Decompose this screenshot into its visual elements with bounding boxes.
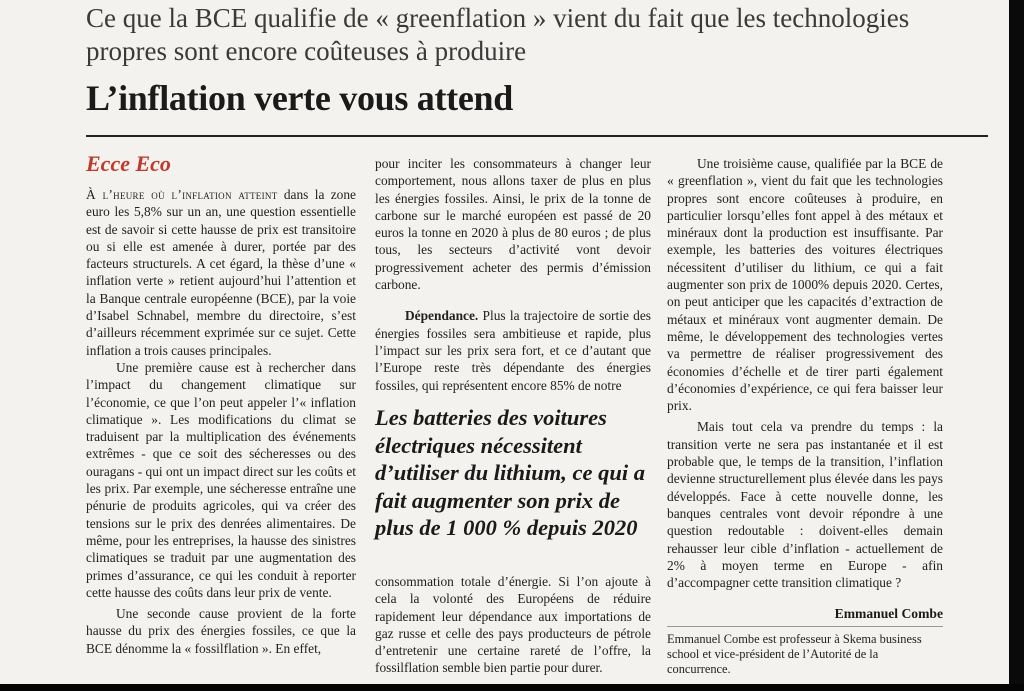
subhead: Dépendance.: [405, 308, 479, 324]
paragraph: Une seconde cause provient de la forte hausse du prix des énergies fossiles, ce que la BCE dénomme la « fossilflation ». En effet,: [86, 606, 356, 656]
paragraph-text: dans la zone euro les 5,8% sur un an, une question essentielle est de savoir si cette hausse de prix est transitoire ou si elle est amenée à durer, portée par des facteurs structurels. A cet égard, la thèse d’une « inflation verte » retient aujourd’hui l’attention et la Banque centrale européenne (BCE), par la voie d’Isabel Schnabel, membre du directoire, s’est d’ailleurs récemment exprimée sur ce sujet. Cette inflation a trois causes principales.: [86, 187, 357, 358]
lead-in: À l’heure où l’inflation atteint: [86, 187, 278, 202]
text-column-3: [667, 155, 943, 591]
column-rubric: Ecce Eco: [86, 151, 171, 176]
paragraph: consommation totale d’énergie. Si l’on ajoute à cela la volonté des Européens de réduire rapidement leur dépendance aux importations de gaz russe et celle des pays producteurs de pétrole d’entretenir une certaine rareté de l’offre, la fossilflation semble bien partie pour durer.: [375, 574, 651, 676]
author-bio: Emmanuel Combe est professeur à Skema business school et vice-président de l’Autorité de la concurrence.: [667, 632, 922, 676]
bio-divider: [667, 626, 943, 627]
paragraph: Mais tout cela va prendre du temps : la transition verte ne sera pas instantanée et il est probable que, le temps de la transition, l’inflation devienne structurellement plus élevée dans les pays développés. Face à cette nouvelle donne, les banques centrales vont devoir répondre à une question redoutable : doivent-elles demain rehausser leur cible d’inflation - actuellement de 2% à moyen terme en Europe - afin d’accompagner cette transition climatique ?: [667, 419, 943, 591]
paragraph: Une première cause est à rechercher dans l’impact du changement climatique sur l’économie, ce que l’on peut appeler l’« inflation climatique ». Les modifications du climat se traduisent par la multiplication des événements extrêmes - que ce soit des sécheresses ou des ouragans - qui ont un impact direct sur les coûts et les prix. Par exemple, une sécheresse entraîne une pénurie de produits agricoles, qui va créer des tensions sur le prix des denrées alimentaires. De même, pour les entreprises, la hausse des sinistres climatiques se traduit par une augmentation des primes d’assurance, ce qui les conduit à reporter cette hausse des coûts dans leur prix de vente.: [86, 359, 356, 600]
pull-quote: Les batteries des voitures électriques nécessitent d’utiliser du lithium, ce qui a fait augmenter son prix de plus de 1 000 % depuis 2020: [375, 405, 646, 540]
paragraph: [86, 186, 356, 359]
text-column-2: [375, 155, 651, 394]
paragraph: pour inciter les consommateurs à changer leur comportement, nous allons taxer de plus en plus les énergies fossiles. Ainsi, le prix de la tonne de carbone sur le marché européen est passé de 20 euros la tonne en 2020 à plus de 80 euros ; de plus tous, les secteurs d’activité vont devoir progressivement acheter des permis d’émission carbone.: [375, 156, 651, 293]
text-column-2-continued: [375, 573, 651, 677]
scan-edge-bottom: [0, 684, 1024, 691]
article-headline: L’inflation verte vous attend: [86, 78, 513, 118]
article-kicker: Ce que la BCE qualifie de « greenflation » vient du fait que les technologies propres sont encore coûteuses à produire: [86, 3, 910, 66]
paragraph: Une troisième cause, qualifiée par la BCE de « greenflation », vient du fait que les technologies propres sont encore coûteuses à produire, en particulier lorsqu’elles font appel à des métaux et minéraux dont la production est insuffisante. Par exemple, les batteries des voitures électriques nécessitent d’utiliser du lithium, ce qui a fait augmenter son prix de 1000% depuis 2020. Certes, on peut anticiper que les capacités d’extraction de métaux et minéraux vont augmenter demain. De même, le développement des technologies vertes va permettre de réaliser progressivement des économies d’échelle et de tirer parti également d’économies d’expérience, ce qui fera baisser leur prix.: [667, 156, 943, 414]
text-column-1: [86, 186, 356, 657]
paragraph: [375, 307, 651, 393]
scan-edge-right: [1009, 0, 1024, 691]
author-signature: Emmanuel Combe: [834, 606, 943, 621]
paragraph-text: Plus la trajectoire de sortie des énergies fossiles sera ambitieuse et rapide, plus l’impact sur les prix sera fort, et ce d’autant que l’Europe reste très dépendante des énergies fossiles, qui représentent encore 85% de notre: [375, 308, 651, 393]
headline-divider: [86, 135, 988, 137]
